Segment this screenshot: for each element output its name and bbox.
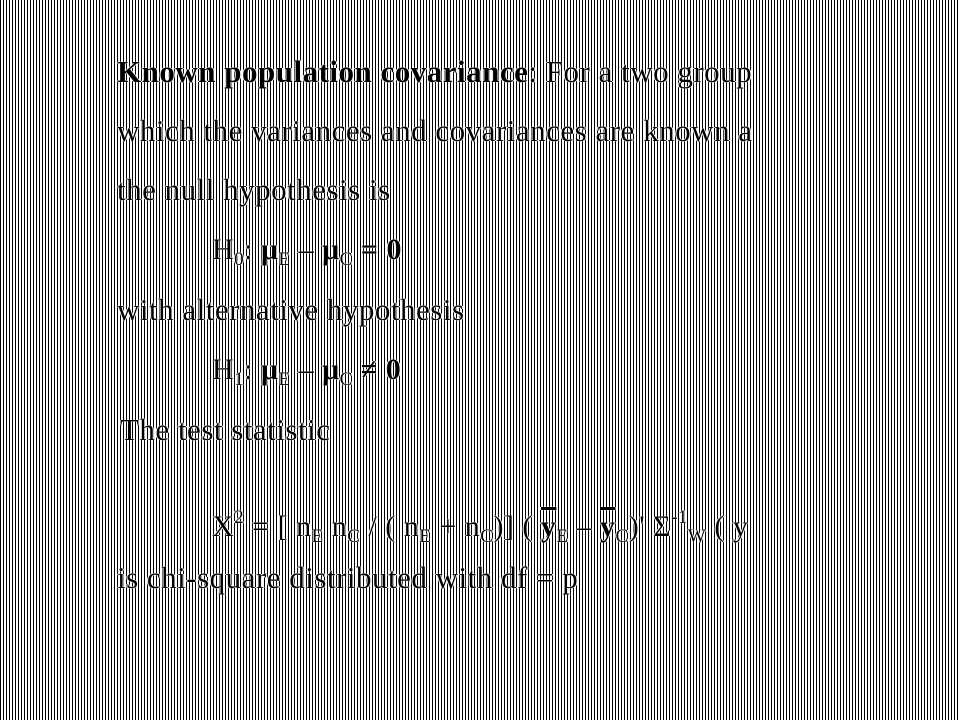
h1-mu-c: μ [322, 353, 340, 386]
formula-ybar-c: $\overline{y}$ [600, 510, 616, 543]
formula-n-c-subscript: C [347, 526, 361, 547]
h0-colon: : [244, 233, 262, 266]
h1-colon: : [244, 353, 262, 386]
formula-ybar-e-subscript: E [556, 526, 569, 547]
intro-line-1-rest: For a two group [537, 54, 753, 89]
h0-rhs: = 0 [352, 233, 402, 266]
h0-mu-e: μ [261, 233, 279, 266]
formula-equals-bracket: = [ [244, 510, 297, 543]
h1-mu-e-subscript: E [278, 369, 291, 390]
intro-line-3: the null hypothesis is [117, 172, 391, 207]
formula-transpose-sigma: )' Σ [628, 510, 672, 543]
chi-square-formula [212, 500, 748, 555]
formula-plus-c-subscript: C [480, 526, 494, 547]
formula-div-e-subscript: E [419, 526, 432, 547]
h1-rhs: ≠ 0 [352, 353, 402, 386]
formula-ybar-e: $\overline{y}$ [540, 510, 557, 543]
h0-mu-e-subscript: E [278, 249, 291, 270]
intro-line-1 [117, 54, 752, 90]
formula-tail: ( y [706, 510, 749, 543]
intro-separator: : [528, 54, 538, 89]
h1-minus: – [290, 353, 323, 386]
null-hypothesis-equation [212, 232, 402, 278]
conclusion-text: is chi-square distributed with df = p [117, 560, 579, 595]
h0-minus: – [290, 233, 323, 266]
h1-mu-c-subscript: C [339, 369, 353, 390]
alternative-hypothesis-text: with alternative hypothesis [117, 292, 465, 327]
formula-ybar-c-subscript: C [615, 526, 629, 547]
h0-symbol: H [212, 233, 235, 266]
alternative-hypothesis-equation [212, 352, 401, 398]
h1-subscript: 1 [234, 369, 245, 390]
h1-symbol: H [212, 353, 235, 386]
intro-line-2: which the variances and covariances are known a [117, 113, 753, 148]
formula-minus: – [568, 510, 601, 543]
h0-mu-c: μ [322, 233, 340, 266]
term-known-population-covariance: Known population covariance [117, 54, 529, 89]
chi-superscript: 2 [234, 507, 245, 528]
formula-close-bracket: )] ( [493, 510, 541, 543]
formula-plus: + n [431, 510, 481, 543]
h1-mu-e: μ [261, 353, 279, 386]
test-statistic-text: The test statistic [120, 412, 331, 447]
formula-n-e: n [296, 510, 312, 543]
formula-sigma-superscript: -1 [671, 507, 688, 528]
formula-divide: / ( n [360, 510, 420, 543]
formula-n-e-subscript: E [311, 526, 324, 547]
h0-mu-c-subscript: C [339, 249, 353, 270]
h0-subscript: 0 [234, 249, 245, 270]
chi-symbol: X [212, 510, 235, 543]
formula-sigma-subscript: W [687, 526, 707, 547]
formula-n-c: n [323, 510, 348, 543]
